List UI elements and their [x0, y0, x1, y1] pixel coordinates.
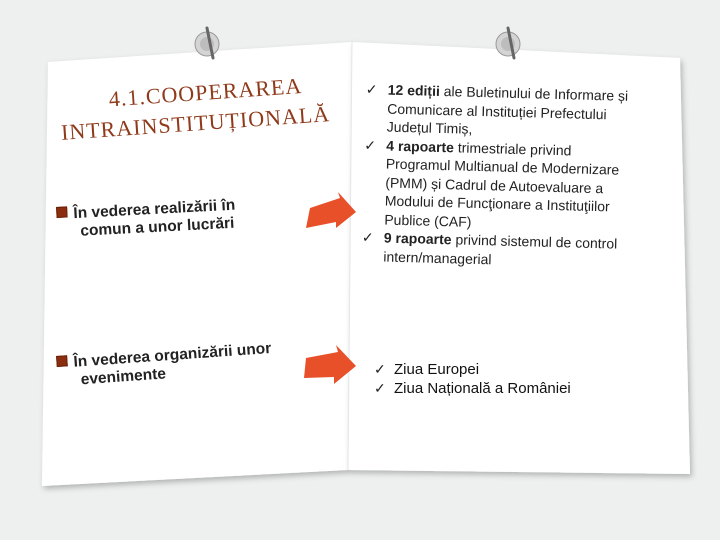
checkmark-icon: ✓ [365, 80, 378, 98]
item1-bold: 12 ediții [387, 81, 441, 99]
events-list [374, 360, 634, 398]
event-national-day: Ziua Națională a României [394, 380, 571, 397]
event-europe-day: Ziua Europei [394, 361, 480, 378]
checkmark-icon: ✓ [374, 380, 386, 396]
item2-text: trimestriale privind Programul Multianual de Modernizare (PMM) și Cadrul de Autoevaluare a Modului de Funcţionare a Instituţiilor Publice (CAF) [384, 138, 620, 230]
list-item [374, 360, 634, 379]
item3-text: privind sistemul de control intern/managerial [383, 231, 618, 267]
title-line-1: 4.1.COOPERAREA [108, 72, 303, 112]
bullet2-line2: evenimente [80, 365, 167, 389]
item1-text: ale Buletinului de Informare și Comunicare al Instituției Prefectului Județul Timiș, [386, 82, 629, 137]
list-item [365, 80, 636, 143]
bullet1-line2: comun a unor lucrări [79, 214, 235, 240]
list-item [362, 135, 634, 235]
list-item [374, 379, 634, 398]
checkmark-icon: ✓ [374, 361, 386, 377]
title-line-2: INTRAINSTITUȚIONALĂ [60, 101, 331, 145]
item2-bold: 4 rapoarte [386, 137, 455, 155]
square-bullet-icon [56, 355, 68, 367]
bullet2-line1: În vederea organizării unor [72, 339, 272, 371]
item3-bold: 9 rapoarte [383, 229, 452, 248]
publications-list [361, 80, 636, 272]
checkmark-icon: ✓ [361, 228, 374, 246]
bullet1-line1: În vederea realizării în [72, 196, 236, 223]
list-item [361, 228, 632, 272]
checkmark-icon: ✓ [364, 136, 377, 153]
square-bullet-icon [56, 206, 68, 218]
